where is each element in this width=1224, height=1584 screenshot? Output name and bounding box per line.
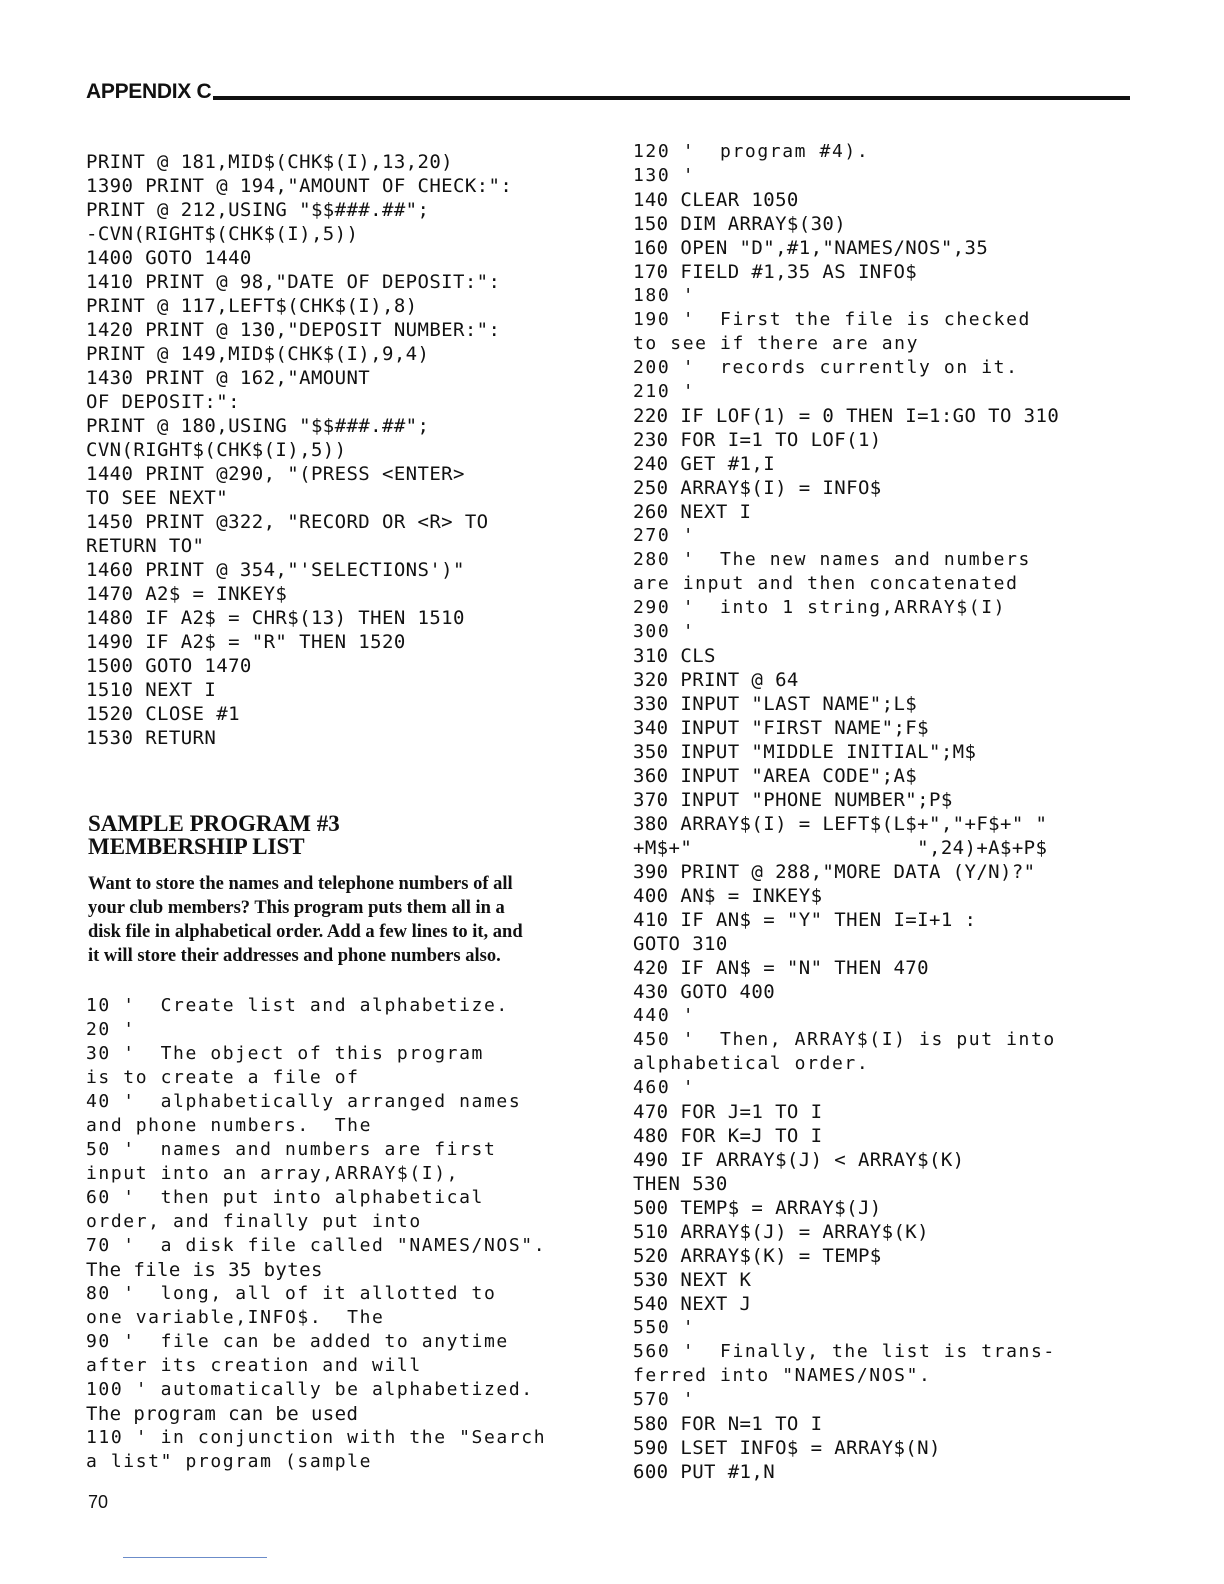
code-line: 1490 IF A2$ = "R" THEN 1520 (86, 631, 406, 653)
code-line: one variable,INFO$. The (86, 1307, 385, 1328)
code-line: OF DEPOSIT:": (86, 391, 240, 413)
code-listing-bottom-left (86, 994, 626, 1474)
code-line: 360 INPUT "AREA CODE";A$ (633, 765, 918, 787)
code-line: is to create a file of (86, 1067, 360, 1088)
code-line: 140 CLEAR 1050 (633, 189, 799, 211)
code-line: 40 ' alphabetically arranged names (86, 1091, 522, 1112)
header-rule (213, 96, 1130, 100)
code-line: 1530 RETURN (86, 727, 217, 749)
code-line: ferred into "NAMES/NOS". (633, 1365, 932, 1386)
code-line: 590 LSET INFO$ = ARRAY$(N) (633, 1437, 941, 1459)
intro-line: Want to store the names and telephone numbers of all (88, 874, 513, 894)
code-block (86, 150, 606, 750)
code-line: after its creation and will (86, 1355, 422, 1376)
code-line: 100 ' automatically be alphabetized. (86, 1379, 534, 1400)
code-line: 230 FOR I=1 TO LOF(1) (633, 429, 882, 451)
code-line: 10 ' Create list and alphabetize. (86, 995, 509, 1016)
code-line: 30 ' The object of this program (86, 1043, 484, 1064)
code-line: 170 FIELD #1,35 AS INFO$ (633, 261, 918, 283)
code-line: 1520 CLOSE #1 (86, 703, 240, 725)
code-line: 410 IF AN$ = "Y" THEN I=I+1 : (633, 909, 977, 931)
code-line: 1400 GOTO 1440 (86, 247, 252, 269)
code-line: 1430 PRINT @ 162,"AMOUNT (86, 367, 371, 389)
code-line: 350 INPUT "MIDDLE INITIAL";M$ (633, 741, 977, 763)
code-line: 600 PUT #1,N (633, 1461, 776, 1483)
code-line: 1410 PRINT @ 98,"DATE OF DEPOSIT:": (86, 271, 501, 293)
code-line: 540 NEXT J (633, 1293, 752, 1315)
code-line: 1390 PRINT @ 194,"AMOUNT OF CHECK:": (86, 175, 513, 197)
code-line: CVN(RIGHT$(CHK$(I),5)) (86, 439, 347, 461)
code-line: 180 ' (633, 285, 696, 306)
intro-line: disk file in alphabetical order. Add a few lines to it, and (88, 922, 523, 942)
code-line: 190 ' First the file is checked (633, 309, 1031, 330)
code-line: 120 ' program #4). (633, 141, 870, 162)
code-line: 160 OPEN "D",#1,"NAMES/NOS",35 (633, 237, 989, 259)
appendix-title: APPENDIX C (86, 80, 212, 103)
code-line: PRINT @ 180,USING "$$###.##"; (86, 415, 430, 437)
code-line: a list" program (sample (86, 1451, 373, 1472)
code-line: -CVN(RIGHT$(CHK$(I),5)) (86, 223, 359, 245)
code-line: +M$+" ",24)+A$+P$ (633, 837, 1048, 859)
code-line: 300 ' (633, 621, 696, 642)
code-line: 370 INPUT "PHONE NUMBER";P$ (633, 789, 953, 811)
code-line: 460 ' (633, 1077, 696, 1098)
code-line: 380 ARRAY$(I) = LEFT$(L$+","+F$+" " (633, 813, 1048, 835)
code-line: 510 ARRAY$(J) = ARRAY$(K) (633, 1221, 929, 1243)
code-line: 470 FOR J=1 TO I (633, 1101, 823, 1123)
code-listing-right (633, 140, 1163, 1484)
code-line: 290 ' into 1 string,ARRAY$(I) (633, 597, 1007, 618)
footer-link-line (123, 1557, 267, 1558)
code-line: input into an array,ARRAY$(I), (86, 1163, 460, 1184)
code-line: 430 GOTO 400 (633, 981, 776, 1003)
code-line: are input and then concatenated (633, 573, 1019, 594)
code-line: 210 ' (633, 381, 696, 402)
code-line: 570 ' (633, 1389, 696, 1410)
code-line: 560 ' Finally, the list is trans- (633, 1341, 1056, 1362)
code-line: RETURN TO" (86, 535, 205, 557)
code-line: 420 IF AN$ = "N" THEN 470 (633, 957, 929, 979)
code-line: 200 ' records currently on it. (633, 357, 1019, 378)
code-line: 500 TEMP$ = ARRAY$(J) (633, 1197, 882, 1219)
code-line: 1460 PRINT @ 354,"'SELECTIONS')" (86, 559, 465, 581)
code-line: 270 ' (633, 525, 696, 546)
code-line: 1480 IF A2$ = CHR$(13) THEN 1510 (86, 607, 465, 629)
code-line: 400 AN$ = INKEY$ (633, 885, 823, 907)
code-line: GOTO 310 (633, 933, 728, 955)
code-line: 320 PRINT @ 64 (633, 669, 799, 691)
section-title-line-1: SAMPLE PROGRAM #3 (88, 811, 340, 836)
code-line: 340 INPUT "FIRST NAME";F$ (633, 717, 929, 739)
intro-line: it will store their addresses and phone numbers also. (88, 946, 501, 966)
code-block (86, 994, 626, 1474)
code-line: 1500 GOTO 1470 (86, 655, 252, 677)
code-line: to see if there are any (633, 333, 920, 354)
code-line: order, and finally put into (86, 1211, 422, 1232)
code-line: 90 ' file can be added to anytime (86, 1331, 509, 1352)
code-line: 310 CLS (633, 645, 716, 667)
code-line: The program can be used (86, 1403, 359, 1425)
code-line: 1510 NEXT I (86, 679, 217, 701)
code-line: 110 ' in conjunction with the "Search (86, 1427, 547, 1448)
intro-paragraph (88, 872, 600, 968)
code-line: 150 DIM ARRAY$(30) (633, 213, 847, 235)
code-line: 240 GET #1,I (633, 453, 776, 475)
code-line: THEN 530 (633, 1173, 728, 1195)
code-line: 260 NEXT I (633, 501, 752, 523)
page-header (86, 80, 1130, 104)
page-number: 70 (88, 1492, 109, 1512)
code-line: PRINT @ 117,LEFT$(CHK$(I),8) (86, 295, 418, 317)
code-line: 530 NEXT K (633, 1269, 752, 1291)
code-line: 280 ' The new names and numbers (633, 549, 1031, 570)
code-block (633, 140, 1163, 1484)
code-line: 1450 PRINT @322, "RECORD OR <R> TO (86, 511, 489, 533)
code-line: 50 ' names and numbers are first (86, 1139, 497, 1160)
code-line: 480 FOR K=J TO I (633, 1125, 823, 1147)
code-listing-top-left (86, 150, 606, 750)
code-line: 550 ' (633, 1317, 696, 1338)
code-line: 440 ' (633, 1005, 696, 1026)
code-line: 580 FOR N=1 TO I (633, 1413, 823, 1435)
code-line: 520 ARRAY$(K) = TEMP$ (633, 1245, 882, 1267)
code-line: 60 ' then put into alphabetical (86, 1187, 484, 1208)
code-line: 130 ' (633, 165, 696, 186)
code-line: 220 IF LOF(1) = 0 THEN I=1:GO TO 310 (633, 405, 1060, 427)
code-line: 450 ' Then, ARRAY$(I) is put into (633, 1029, 1056, 1050)
code-line: 1470 A2$ = INKEY$ (86, 583, 288, 605)
code-line: 490 IF ARRAY$(J) < ARRAY$(K) (633, 1149, 965, 1171)
code-line: and phone numbers. The (86, 1115, 373, 1136)
intro-line: your club members? This program puts them all in a (88, 898, 505, 918)
code-line: 80 ' long, all of it allotted to (86, 1283, 497, 1304)
code-line: PRINT @ 181,MID$(CHK$(I),13,20) (86, 151, 454, 173)
code-line: 390 PRINT @ 288,"MORE DATA (Y/N)?" (633, 861, 1036, 883)
code-line: PRINT @ 212,USING "$$###.##"; (86, 199, 430, 221)
code-line: 250 ARRAY$(I) = INFO$ (633, 477, 882, 499)
code-line: alphabetical order. (633, 1053, 870, 1074)
section-title-line-2: MEMBERSHIP LIST (88, 834, 305, 859)
code-line: 1420 PRINT @ 130,"DEPOSIT NUMBER:": (86, 319, 501, 341)
code-line: 70 ' a disk file called "NAMES/NOS". (86, 1235, 547, 1256)
code-line: PRINT @ 149,MID$(CHK$(I),9,4) (86, 343, 430, 365)
code-line: 1440 PRINT @290, "(PRESS <ENTER> (86, 463, 465, 485)
code-line: TO SEE NEXT" (86, 487, 229, 509)
code-line: The file is 35 bytes (86, 1259, 323, 1281)
code-line: 20 ' (86, 1019, 136, 1040)
section-title (88, 812, 608, 858)
code-line: 330 INPUT "LAST NAME";L$ (633, 693, 918, 715)
